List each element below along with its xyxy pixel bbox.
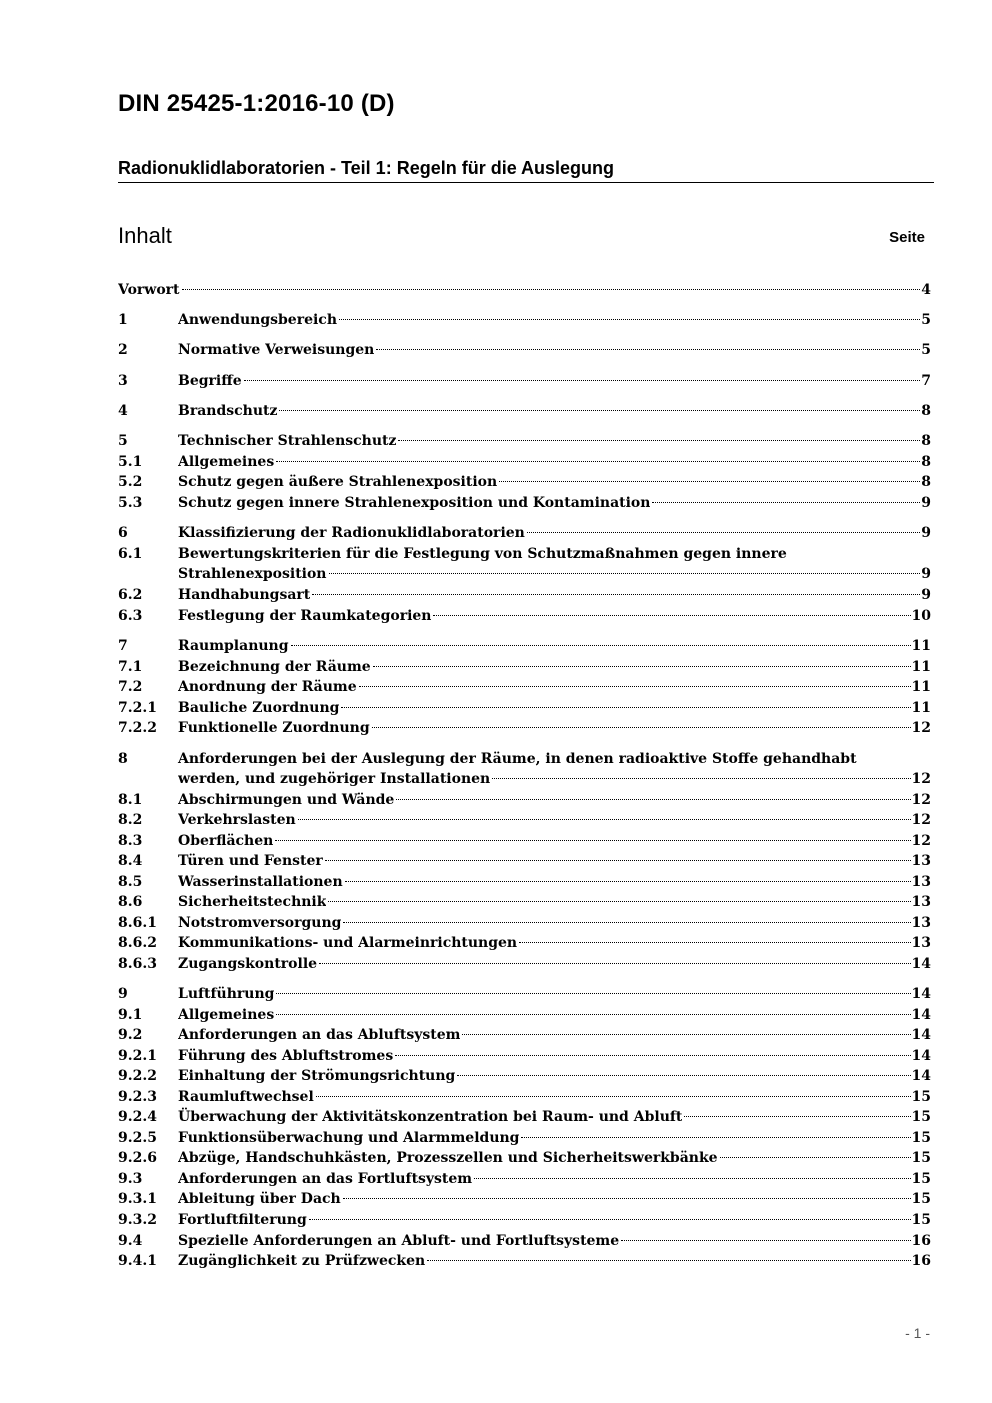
toc-entry-number: 6.3	[118, 608, 143, 624]
toc-entry-title: Normative Verweisungen	[178, 342, 375, 358]
toc-entry-page: 16	[911, 1233, 931, 1249]
toc-entry-number: 8.6	[118, 894, 143, 910]
toc-dot-leader	[684, 1116, 910, 1117]
toc-dot-leader	[492, 778, 910, 779]
toc-entry[interactable]	[118, 371, 931, 391]
toc-entry-page: 4	[921, 282, 931, 298]
toc-entry-title: Bauliche Zuordnung	[178, 700, 340, 716]
toc-entry-page: 9	[921, 525, 931, 541]
toc-entry-title: Funktionsüberwachung und Alarmmeldung	[178, 1130, 520, 1146]
toc-entry-number: 8.4	[118, 853, 143, 869]
toc-dot-leader	[276, 993, 910, 994]
toc-entry-number: 8.6.1	[118, 915, 157, 931]
toc-dot-leader	[373, 666, 911, 667]
toc-entry-number: 9.4	[118, 1233, 143, 1249]
toc-entry[interactable]	[118, 401, 931, 421]
toc-entry-number: 9.1	[118, 1007, 143, 1023]
toc-entry-page: 13	[911, 853, 931, 869]
toc-entry-title: Begriffe	[178, 373, 242, 389]
toc-entry-title: Zugänglichkeit zu Prüfzwecken	[178, 1253, 426, 1269]
toc-dot-leader	[427, 1260, 910, 1261]
toc-entry[interactable]	[118, 1087, 931, 1107]
toc-entry-page: 15	[911, 1089, 931, 1105]
toc-entry-number: 7.2	[118, 679, 143, 695]
toc-entry-page: 5	[921, 312, 931, 328]
toc-entry-title: Anforderungen an das Fortluftsystem	[178, 1171, 473, 1187]
toc-entry-number: 4	[118, 403, 128, 419]
toc-entry-title: Führung des Abluftstromes	[178, 1048, 394, 1064]
contents-heading: Inhalt	[118, 223, 172, 248]
toc-entry-title: Allgemeines	[178, 454, 275, 470]
toc-entry-number: 7	[118, 638, 128, 654]
toc-entry-page: 12	[911, 771, 931, 787]
toc-entry-title: Abzüge, Handschuhkästen, Prozesszellen und Sicherheitswerkbänke	[178, 1150, 718, 1166]
toc-entry[interactable]	[118, 1210, 931, 1230]
toc-entry-title: Notstromversorgung	[178, 915, 342, 931]
toc-entry-title: Raumluftwechsel	[178, 1089, 314, 1105]
toc-entry-number: 9.3.1	[118, 1191, 157, 1207]
toc-dot-leader	[345, 881, 911, 882]
toc-entry-page: 13	[911, 935, 931, 951]
toc-entry-title: Klassifizierung der Radionuklidlaboratorien	[178, 525, 525, 541]
toc-entry-number: 9.2.1	[118, 1048, 157, 1064]
toc-entry-page: 14	[911, 1027, 931, 1043]
toc-entry-title: Wasserinstallationen	[178, 874, 343, 890]
toc-entry-title: Sicherheitstechnik	[178, 894, 327, 910]
toc-entry-page: 12	[911, 833, 931, 849]
toc-entry-page: 16	[911, 1253, 931, 1269]
toc-entry-page: 14	[911, 1007, 931, 1023]
toc-entry[interactable]	[118, 431, 931, 451]
toc-entry-title: Allgemeines	[178, 1007, 275, 1023]
toc-entry-number: 9.2.5	[118, 1130, 157, 1146]
page-column-label: Seite	[889, 229, 925, 246]
toc-entry-title: Anwendungsbereich	[178, 312, 337, 328]
toc-entry[interactable]	[118, 831, 931, 851]
toc-dot-leader	[279, 410, 920, 411]
toc-entry-page: 11	[911, 659, 931, 675]
toc-entry-title: Überwachung der Aktivitätskonzentration bei Raum- und Abluft	[178, 1109, 683, 1125]
toc-entry-number: 8.6.3	[118, 956, 157, 972]
toc-entry-title: Anordnung der Räume	[178, 679, 357, 695]
toc-entry-title: Anforderungen an das Abluftsystem	[178, 1027, 461, 1043]
toc-dot-leader	[343, 922, 910, 923]
toc-entry[interactable]	[118, 544, 931, 584]
toc-dot-leader	[433, 615, 910, 616]
toc-entry-page: 11	[911, 638, 931, 654]
toc-entry-page: 14	[911, 1048, 931, 1064]
toc-entry[interactable]	[118, 1169, 931, 1189]
toc-entry-number: 5.3	[118, 495, 143, 511]
toc-entry[interactable]	[118, 523, 931, 543]
toc-entry[interactable]	[118, 677, 931, 697]
toc-entry-page: 12	[911, 720, 931, 736]
subtitle-divider	[118, 182, 934, 183]
toc-entry-title: Verkehrslasten	[178, 812, 296, 828]
toc-entry[interactable]	[118, 636, 931, 656]
toc-entry-page: 15	[911, 1191, 931, 1207]
toc-entry-page: 13	[911, 894, 931, 910]
toc-entry[interactable]	[118, 872, 931, 892]
toc-dot-leader	[359, 686, 911, 687]
toc-entry[interactable]	[118, 585, 931, 605]
toc-dot-leader	[341, 707, 910, 708]
toc-dot-leader	[457, 1075, 910, 1076]
toc-entry[interactable]	[118, 340, 931, 360]
toc-entry[interactable]	[118, 698, 931, 718]
toc-entry-title: Ableitung über Dach	[178, 1191, 341, 1207]
toc-dot-leader	[376, 349, 920, 350]
toc-entry-title: Bezeichnung der Räume	[178, 659, 371, 675]
toc-entry[interactable]	[118, 1005, 931, 1025]
toc-entry[interactable]	[118, 954, 931, 974]
toc-dot-leader	[276, 1014, 910, 1015]
toc-dot-leader	[328, 901, 910, 902]
toc-entry-number: 7.1	[118, 659, 143, 675]
toc-entry-number: 6.2	[118, 587, 143, 603]
toc-entry-number: 8.2	[118, 812, 143, 828]
toc-entry[interactable]	[118, 1251, 931, 1271]
toc-entry-number: 7.2.1	[118, 700, 157, 716]
toc-entry[interactable]	[118, 913, 931, 933]
toc-dot-leader	[182, 289, 921, 290]
toc-dot-leader	[339, 319, 920, 320]
toc-entry-number: 9.3	[118, 1171, 143, 1187]
toc-entry-number: 1	[118, 312, 128, 328]
toc-entry[interactable]	[118, 452, 931, 472]
toc-dot-leader	[244, 380, 921, 381]
toc-entry-number: 9.4.1	[118, 1253, 157, 1269]
toc-dot-leader	[396, 799, 910, 800]
toc-entry-number: 8.5	[118, 874, 143, 890]
toc-entry-page: 9	[921, 566, 931, 582]
toc-entry-page: 14	[911, 1068, 931, 1084]
toc-dot-leader	[275, 840, 910, 841]
toc-entry-page: 12	[911, 792, 931, 808]
toc-entry-title: Festlegung der Raumkategorien	[178, 608, 432, 624]
toc-entry-page: 14	[911, 956, 931, 972]
toc-entry-title: Schutz gegen innere Strahlenexposition und Kontamination	[178, 495, 651, 511]
toc-entry-title: Strahlenexposition	[178, 566, 327, 582]
toc-dot-leader	[325, 860, 911, 861]
toc-entry-title-line: Bewertungskriterien für die Festlegung von Schutzmaßnahmen gegen innere	[178, 546, 787, 562]
toc-dot-leader	[343, 1198, 911, 1199]
toc-entry-number: 8	[118, 751, 128, 767]
toc-entry-number: 8.6.2	[118, 935, 157, 951]
toc-dot-leader	[372, 727, 911, 728]
toc-entry[interactable]	[118, 1107, 931, 1127]
toc-entry-page: 8	[921, 403, 931, 419]
toc-entry-page: 15	[911, 1171, 931, 1187]
toc-dot-leader	[519, 942, 910, 943]
toc-entry-page: 12	[911, 812, 931, 828]
toc-entry-page: 9	[921, 587, 931, 603]
toc-entry-title: werden, und zugehöriger Installationen	[178, 771, 491, 787]
toc-entry-title: Oberflächen	[178, 833, 274, 849]
toc-entry-title: Kommunikations- und Alarmeinrichtungen	[178, 935, 518, 951]
toc-dot-leader	[527, 532, 920, 533]
toc-dot-leader	[395, 1055, 910, 1056]
toc-entry[interactable]	[118, 749, 931, 789]
toc-entry-title: Funktionelle Zuordnung	[178, 720, 370, 736]
page-number: - 1 -	[905, 1325, 930, 1341]
toc-entry-page: 13	[911, 874, 931, 890]
toc-entry-page: 11	[911, 700, 931, 716]
toc-entry[interactable]	[118, 1189, 931, 1209]
toc-entry[interactable]	[118, 851, 931, 871]
toc-entry[interactable]	[118, 1128, 931, 1148]
toc-entry[interactable]	[118, 718, 931, 738]
toc-entry[interactable]	[118, 1148, 931, 1168]
toc-entry[interactable]	[118, 1025, 931, 1045]
toc-entry-title: Luftführung	[178, 986, 275, 1002]
toc-entry[interactable]	[118, 493, 931, 513]
toc-entry[interactable]	[118, 984, 931, 1004]
toc-entry-title: Spezielle Anforderungen an Abluft- und Fortluftsysteme	[178, 1233, 620, 1249]
toc-entry-number: 6.1	[118, 546, 143, 562]
toc-dot-leader	[329, 573, 921, 574]
toc-entry[interactable]	[118, 1231, 931, 1251]
document-subtitle: Radionuklidlaboratorien - Teil 1: Regeln für die Auslegung	[118, 158, 615, 178]
toc-entry-number: 8.3	[118, 833, 143, 849]
toc-entry-page: 13	[911, 915, 931, 931]
toc-entry-number: 2	[118, 342, 128, 358]
toc-entry-title: Brandschutz	[178, 403, 278, 419]
toc-entry[interactable]	[118, 310, 931, 330]
toc-entry-number: 9.2.4	[118, 1109, 157, 1125]
toc-entry-page: 15	[911, 1130, 931, 1146]
toc-entry-number: 6	[118, 525, 128, 541]
toc-entry-page: 15	[911, 1150, 931, 1166]
toc-dot-leader	[521, 1137, 910, 1138]
toc-entry-page: 8	[921, 474, 931, 490]
toc-dot-leader	[276, 461, 920, 462]
toc-dot-leader	[316, 1096, 911, 1097]
toc-entry-number: 9.2.3	[118, 1089, 157, 1105]
toc-dot-leader	[298, 819, 911, 820]
toc-entry-number: 5.1	[118, 454, 143, 470]
toc-entry-title: Raumplanung	[178, 638, 289, 654]
toc-entry[interactable]	[118, 280, 931, 300]
toc-dot-leader	[652, 502, 920, 503]
toc-entry-page: 15	[911, 1109, 931, 1125]
toc-entry[interactable]	[118, 1066, 931, 1086]
toc-entry-title: Fortluftfilterung	[178, 1212, 307, 1228]
toc-dot-leader	[398, 440, 920, 441]
toc-entry-title: Technischer Strahlenschutz	[178, 433, 397, 449]
toc-entry-page: 14	[911, 986, 931, 1002]
toc-entry[interactable]	[118, 606, 931, 626]
toc-dot-leader	[319, 963, 910, 964]
toc-entry-number: 9	[118, 986, 128, 1002]
toc-entry-title: Schutz gegen äußere Strahlenexposition	[178, 474, 498, 490]
toc-entry-title: Abschirmungen und Wände	[178, 792, 395, 808]
toc-entry-number: 9.2.6	[118, 1150, 157, 1166]
toc-dot-leader	[474, 1178, 910, 1179]
toc-entry[interactable]	[118, 790, 931, 810]
toc-dot-leader	[499, 481, 920, 482]
toc-entry-number: 3	[118, 373, 128, 389]
toc-entry-number: 7.2.2	[118, 720, 157, 736]
toc-dot-leader	[720, 1157, 911, 1158]
toc-entry-page: 15	[911, 1212, 931, 1228]
toc-entry-number: 9.3.2	[118, 1212, 157, 1228]
toc-entry-number: 8.1	[118, 792, 143, 808]
toc-entry-number: 5.2	[118, 474, 143, 490]
toc-entry-number: 9.2	[118, 1027, 143, 1043]
toc-dot-leader	[462, 1034, 910, 1035]
toc-entry-title-line: Anforderungen bei der Auslegung der Räume, in denen radioaktive Stoffe gehandhabt	[178, 751, 857, 767]
toc-entry-page: 8	[921, 433, 931, 449]
toc-entry[interactable]	[118, 892, 931, 912]
toc-entry-page: 10	[911, 608, 931, 624]
toc-dot-leader	[309, 1219, 911, 1220]
toc-entry-title: Handhabungsart	[178, 587, 311, 603]
toc-entry-page: 5	[921, 342, 931, 358]
toc-dot-leader	[621, 1240, 910, 1241]
toc-entry-page: 7	[921, 373, 931, 389]
toc-entry-number: 9.2.2	[118, 1068, 157, 1084]
toc-dot-leader	[291, 645, 911, 646]
toc-entry-title: Zugangskontrolle	[178, 956, 318, 972]
toc-dot-leader	[312, 594, 920, 595]
toc-entry-page: 11	[911, 679, 931, 695]
document-title: DIN 25425-1:2016-10 (D)	[118, 90, 395, 117]
toc-entry-number: 5	[118, 433, 128, 449]
toc-entry-page: 8	[921, 454, 931, 470]
toc-entry[interactable]	[118, 657, 931, 677]
toc-entry-title: Einhaltung der Strömungsrichtung	[178, 1068, 456, 1084]
toc-entry-title: Türen und Fenster	[178, 853, 323, 869]
toc-entry[interactable]	[118, 1046, 931, 1066]
toc-entry-page: 9	[921, 495, 931, 511]
toc-entry[interactable]	[118, 472, 931, 492]
toc-entry-title: Vorwort	[118, 282, 180, 298]
toc-entry[interactable]	[118, 810, 931, 830]
toc-entry[interactable]	[118, 933, 931, 953]
